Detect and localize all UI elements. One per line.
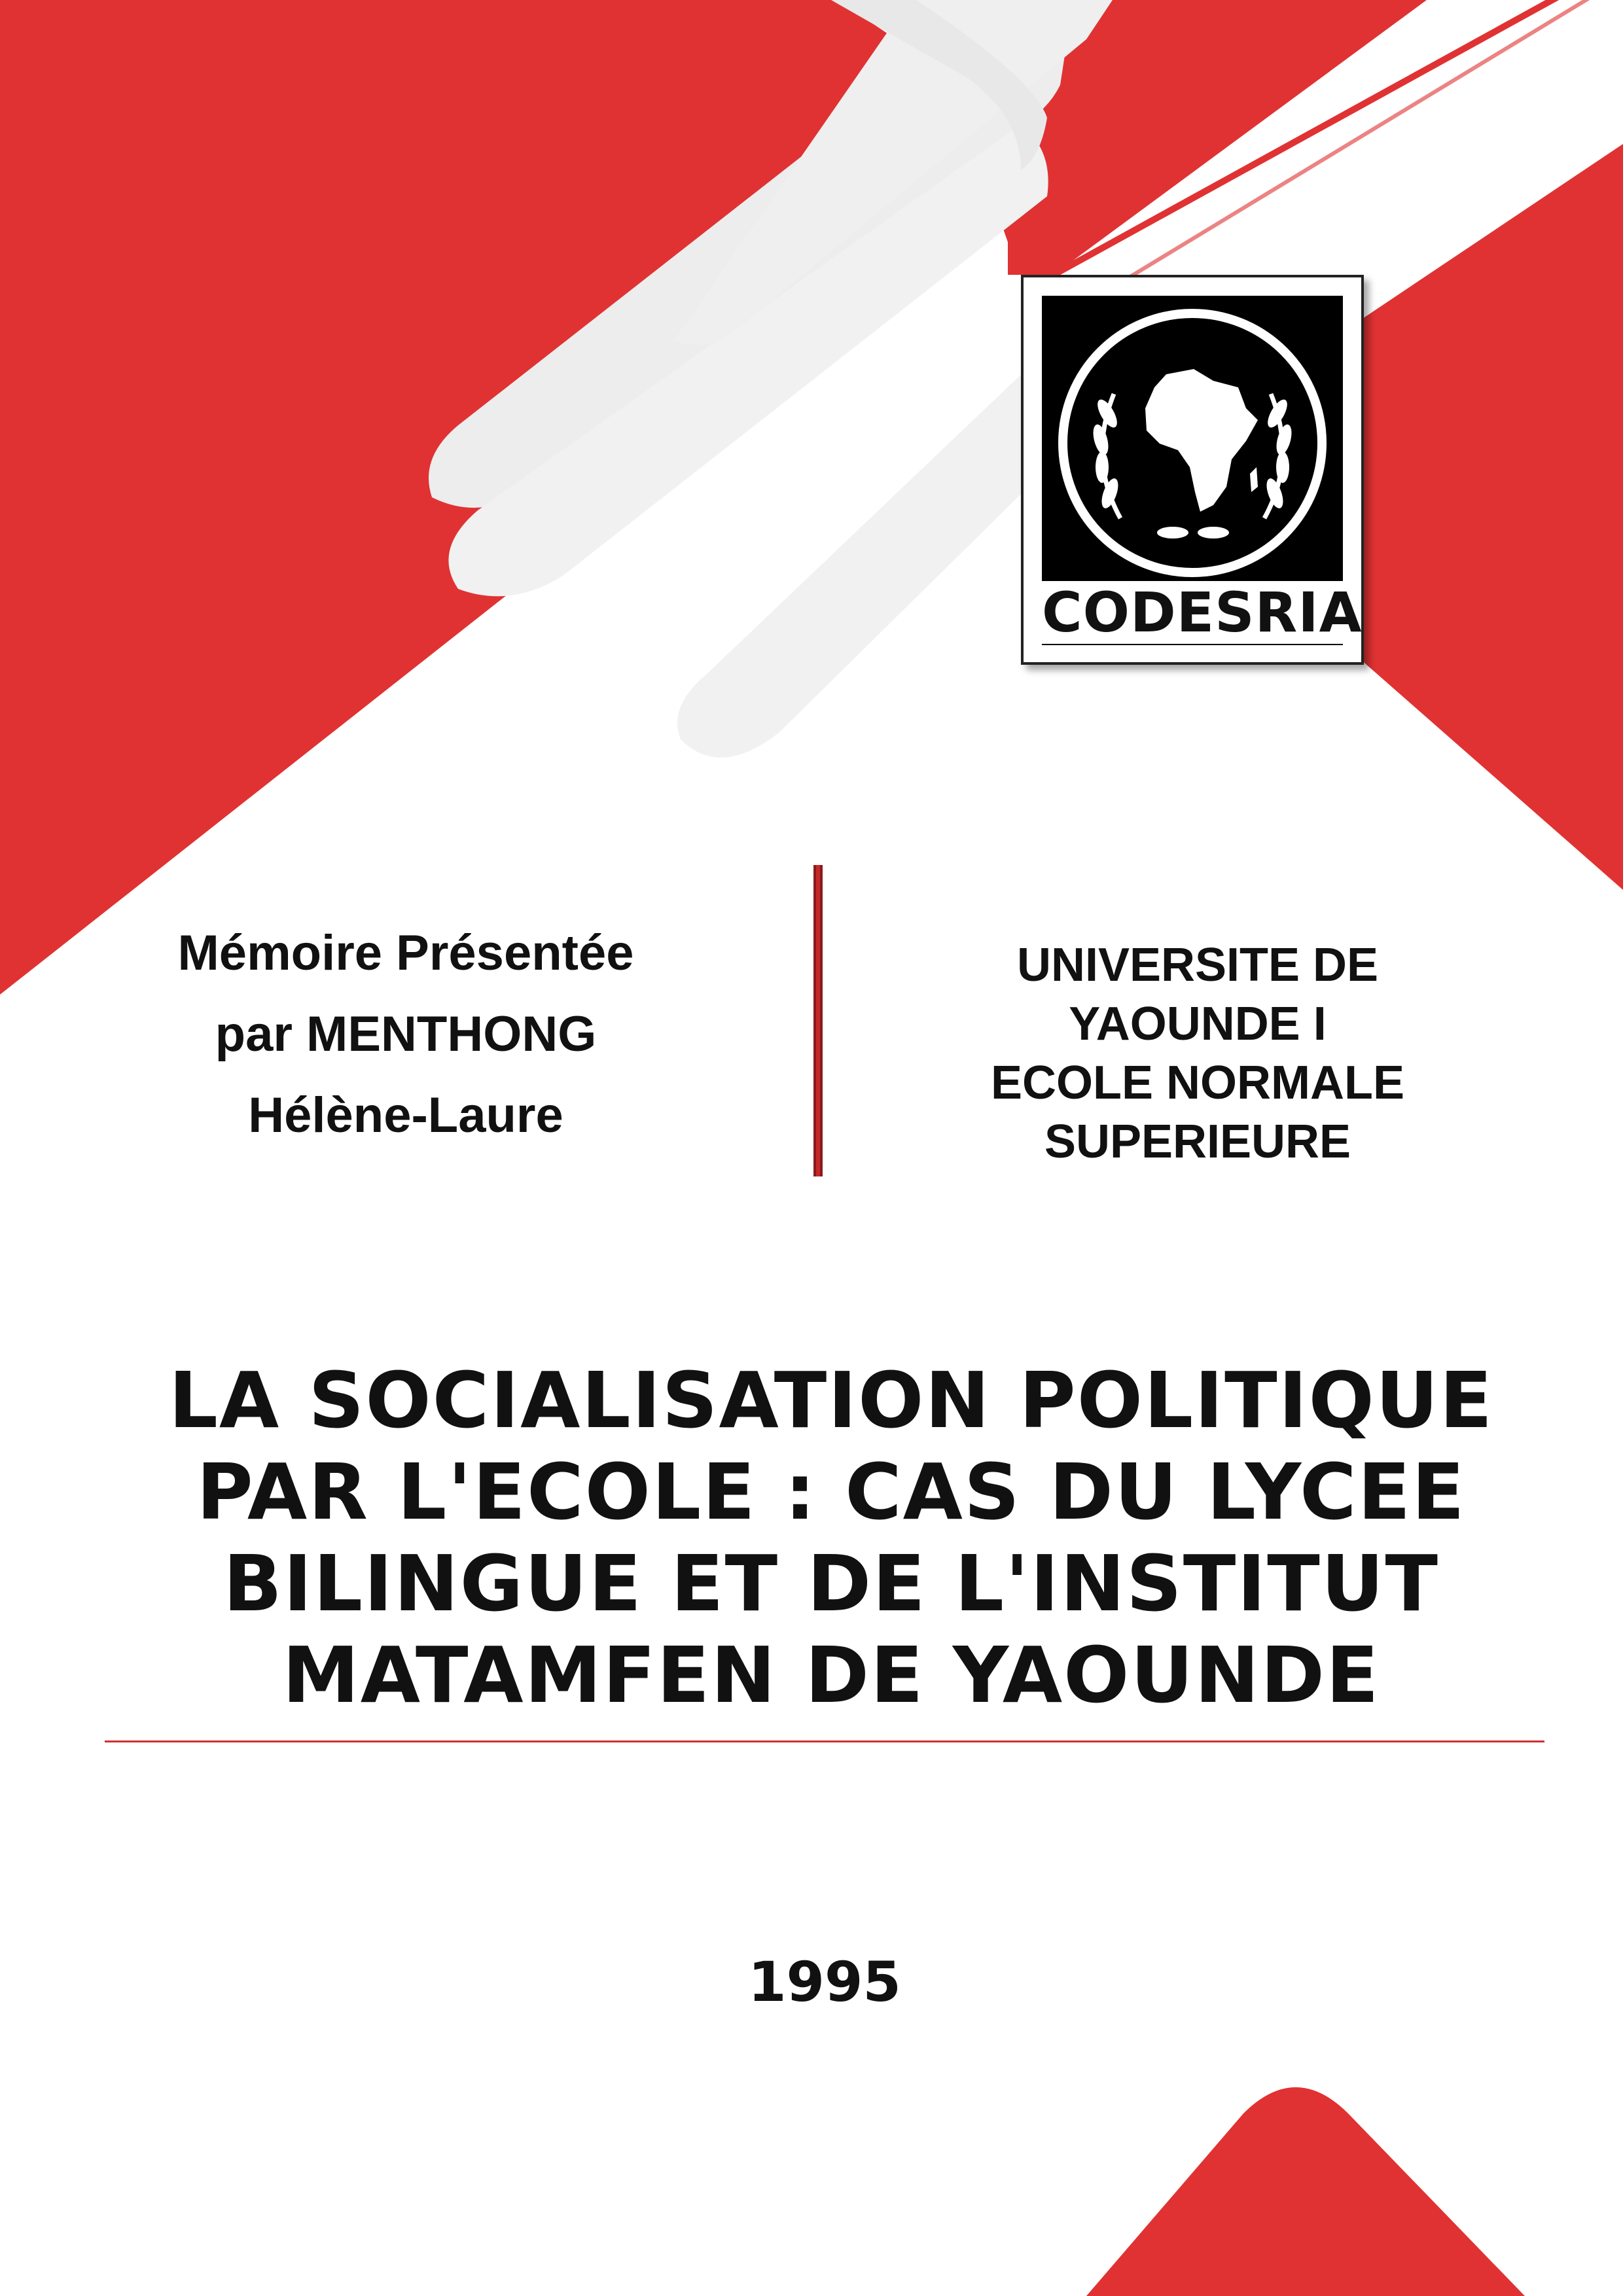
author-line: Hélène-Laure [248, 1087, 563, 1143]
codesria-logo [1021, 275, 1364, 665]
institution-block [910, 936, 1486, 1171]
institution-line: UNIVERSITE DE [1016, 939, 1379, 991]
title-line: PAR L'ECOLE : CAS DU LYCEE [196, 1447, 1466, 1537]
title-underline [105, 1740, 1544, 1742]
author-line: par MENTHONG [215, 1006, 597, 1062]
author-block [131, 913, 681, 1156]
logo-inner [1042, 296, 1363, 645]
author-line: Mémoire Présentée [177, 925, 634, 981]
institution-line: YAOUNDE I [1069, 998, 1327, 1050]
title-line: BILINGUE ET DE L'INSTITUT [223, 1538, 1440, 1629]
red-triangle-bottom [1086, 2087, 1525, 2296]
institution-line: SUPERIEURE [1044, 1116, 1351, 1168]
thesis-title [92, 1354, 1571, 1721]
title-line: MATAMFEN DE YAOUNDE [282, 1630, 1380, 1720]
vertical-divider [813, 865, 823, 1176]
institution-line: ECOLE NORMALE [990, 1057, 1404, 1109]
logo-label: CODESRIA [1042, 580, 1363, 645]
red-triangle-right [1355, 144, 1623, 890]
africa-laurel-emblem-icon [1042, 296, 1343, 584]
title-line: LA SOCIALISATION POLITIQUE [168, 1355, 1494, 1445]
publication-year: 1995 [748, 1950, 901, 2014]
